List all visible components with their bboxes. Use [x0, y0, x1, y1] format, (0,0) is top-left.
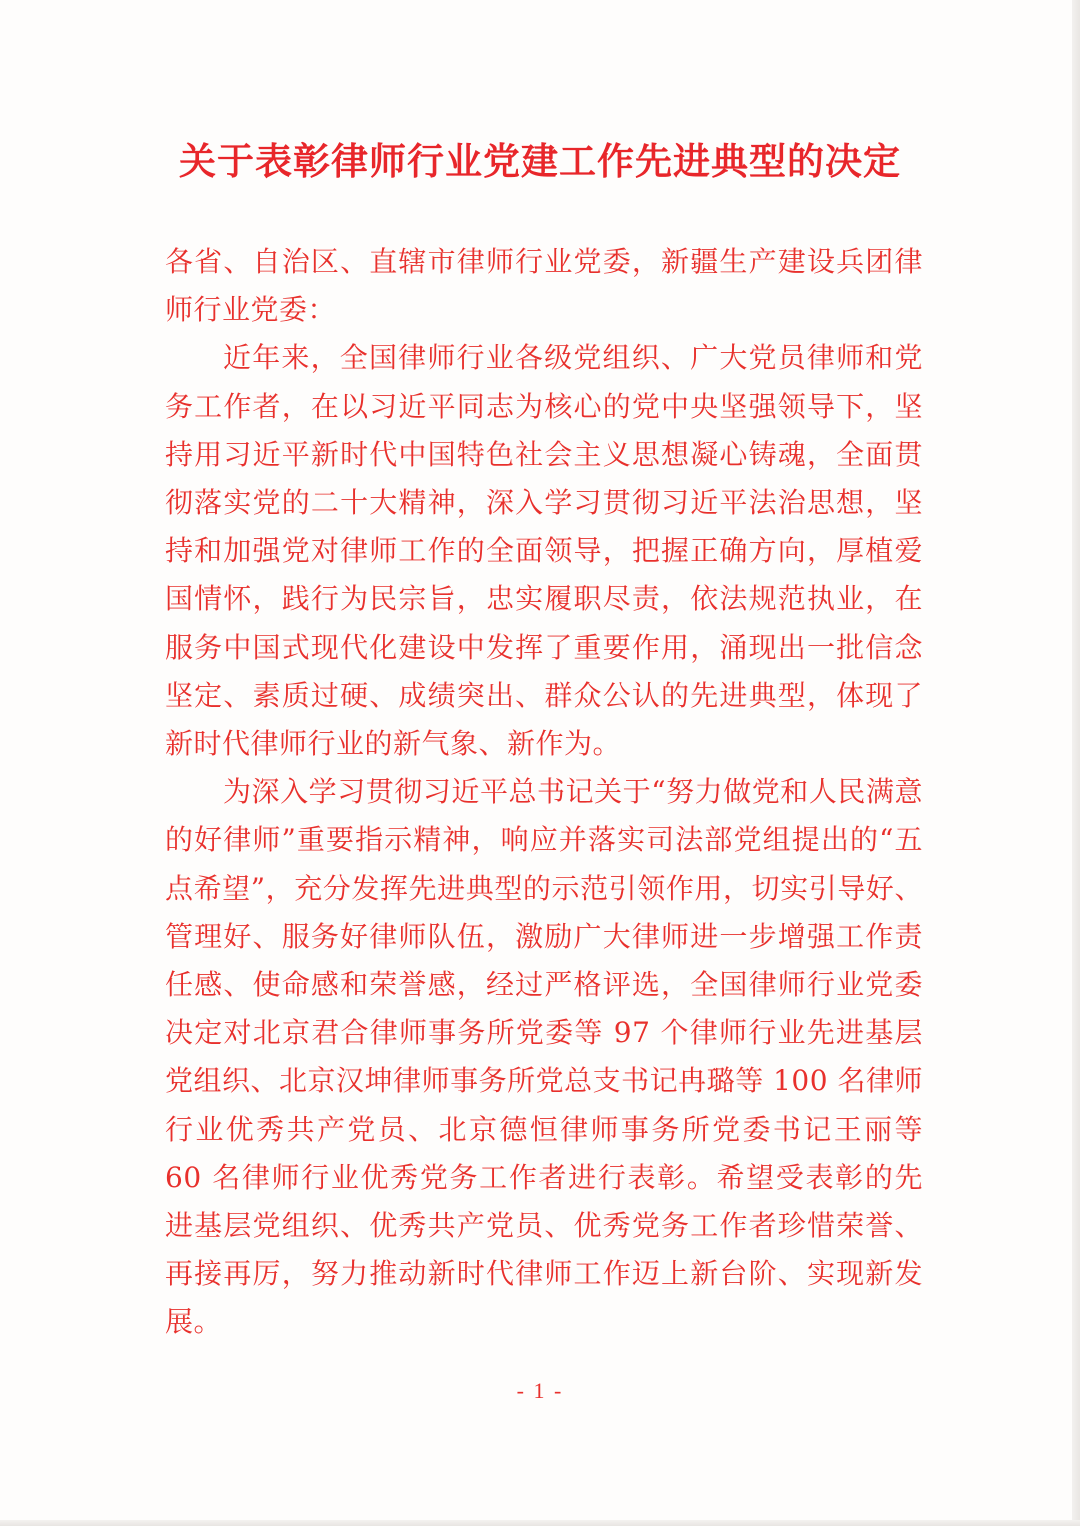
document-body: [165, 238, 923, 1347]
document-title: 关于表彰律师行业党建工作先进典型的决定: [179, 139, 901, 183]
page-number: - 1 -: [516, 1378, 564, 1403]
salutation: 各省、自治区、直辖市律师行业党委，新疆生产建设兵团律师行业党委：: [165, 245, 923, 327]
paper-edge-bottom: [0, 1520, 1080, 1526]
paragraph-1: 近年来，全国律师行业各级党组织、广大党员律师和党务工作者，在以习近平同志为核心的党中央坚强领导下，坚持用习近平新时代中国特色社会主义思想凝心铸魂，全面贯彻落实党的二十大精神，深入学习贯彻习近平法治思想，坚持和加强党对律师工作的全面领导，把握正确方向，厚植爱国情怀，践行为民宗旨，忠实履职尽责，依法规范执业，在服务中国式现代化建设中发挥了重要作用，涌现出一批信念坚定、素质过硬、成绩突出、群众公认的先进典型，体现了新时代律师行业的新气象、新作为。: [165, 341, 923, 761]
paper-edge-right: [1072, 0, 1080, 1526]
paragraph-2: 为深入学习贯彻习近平总书记关于“努力做党和人民满意的好律师”重要指示精神，响应并落实司法部党组提出的“五点希望”，充分发挥先进典型的示范引领作用，切实引导好、管理好、服务好律师队伍，激励广大律师进一步增强工作责任感、使命感和荣誉感，经过严格评选，全国律师行业党委决定对北京君合律师事务所党委等 97 个律师行业先进基层党组织、北京汉坤律师事务所党总支书记冉璐等 100 名律师行业优秀共产党员、北京德恒律师事务所党委书记王丽等 60 名律师行业优秀党务工作者进行表彰。希望受表彰的先进基层党组织、优秀共产党员、优秀党务工作者珍惜荣誉、再接再厉，努力推动新时代律师工作迈上新台阶、实现新发展。: [165, 775, 923, 1339]
